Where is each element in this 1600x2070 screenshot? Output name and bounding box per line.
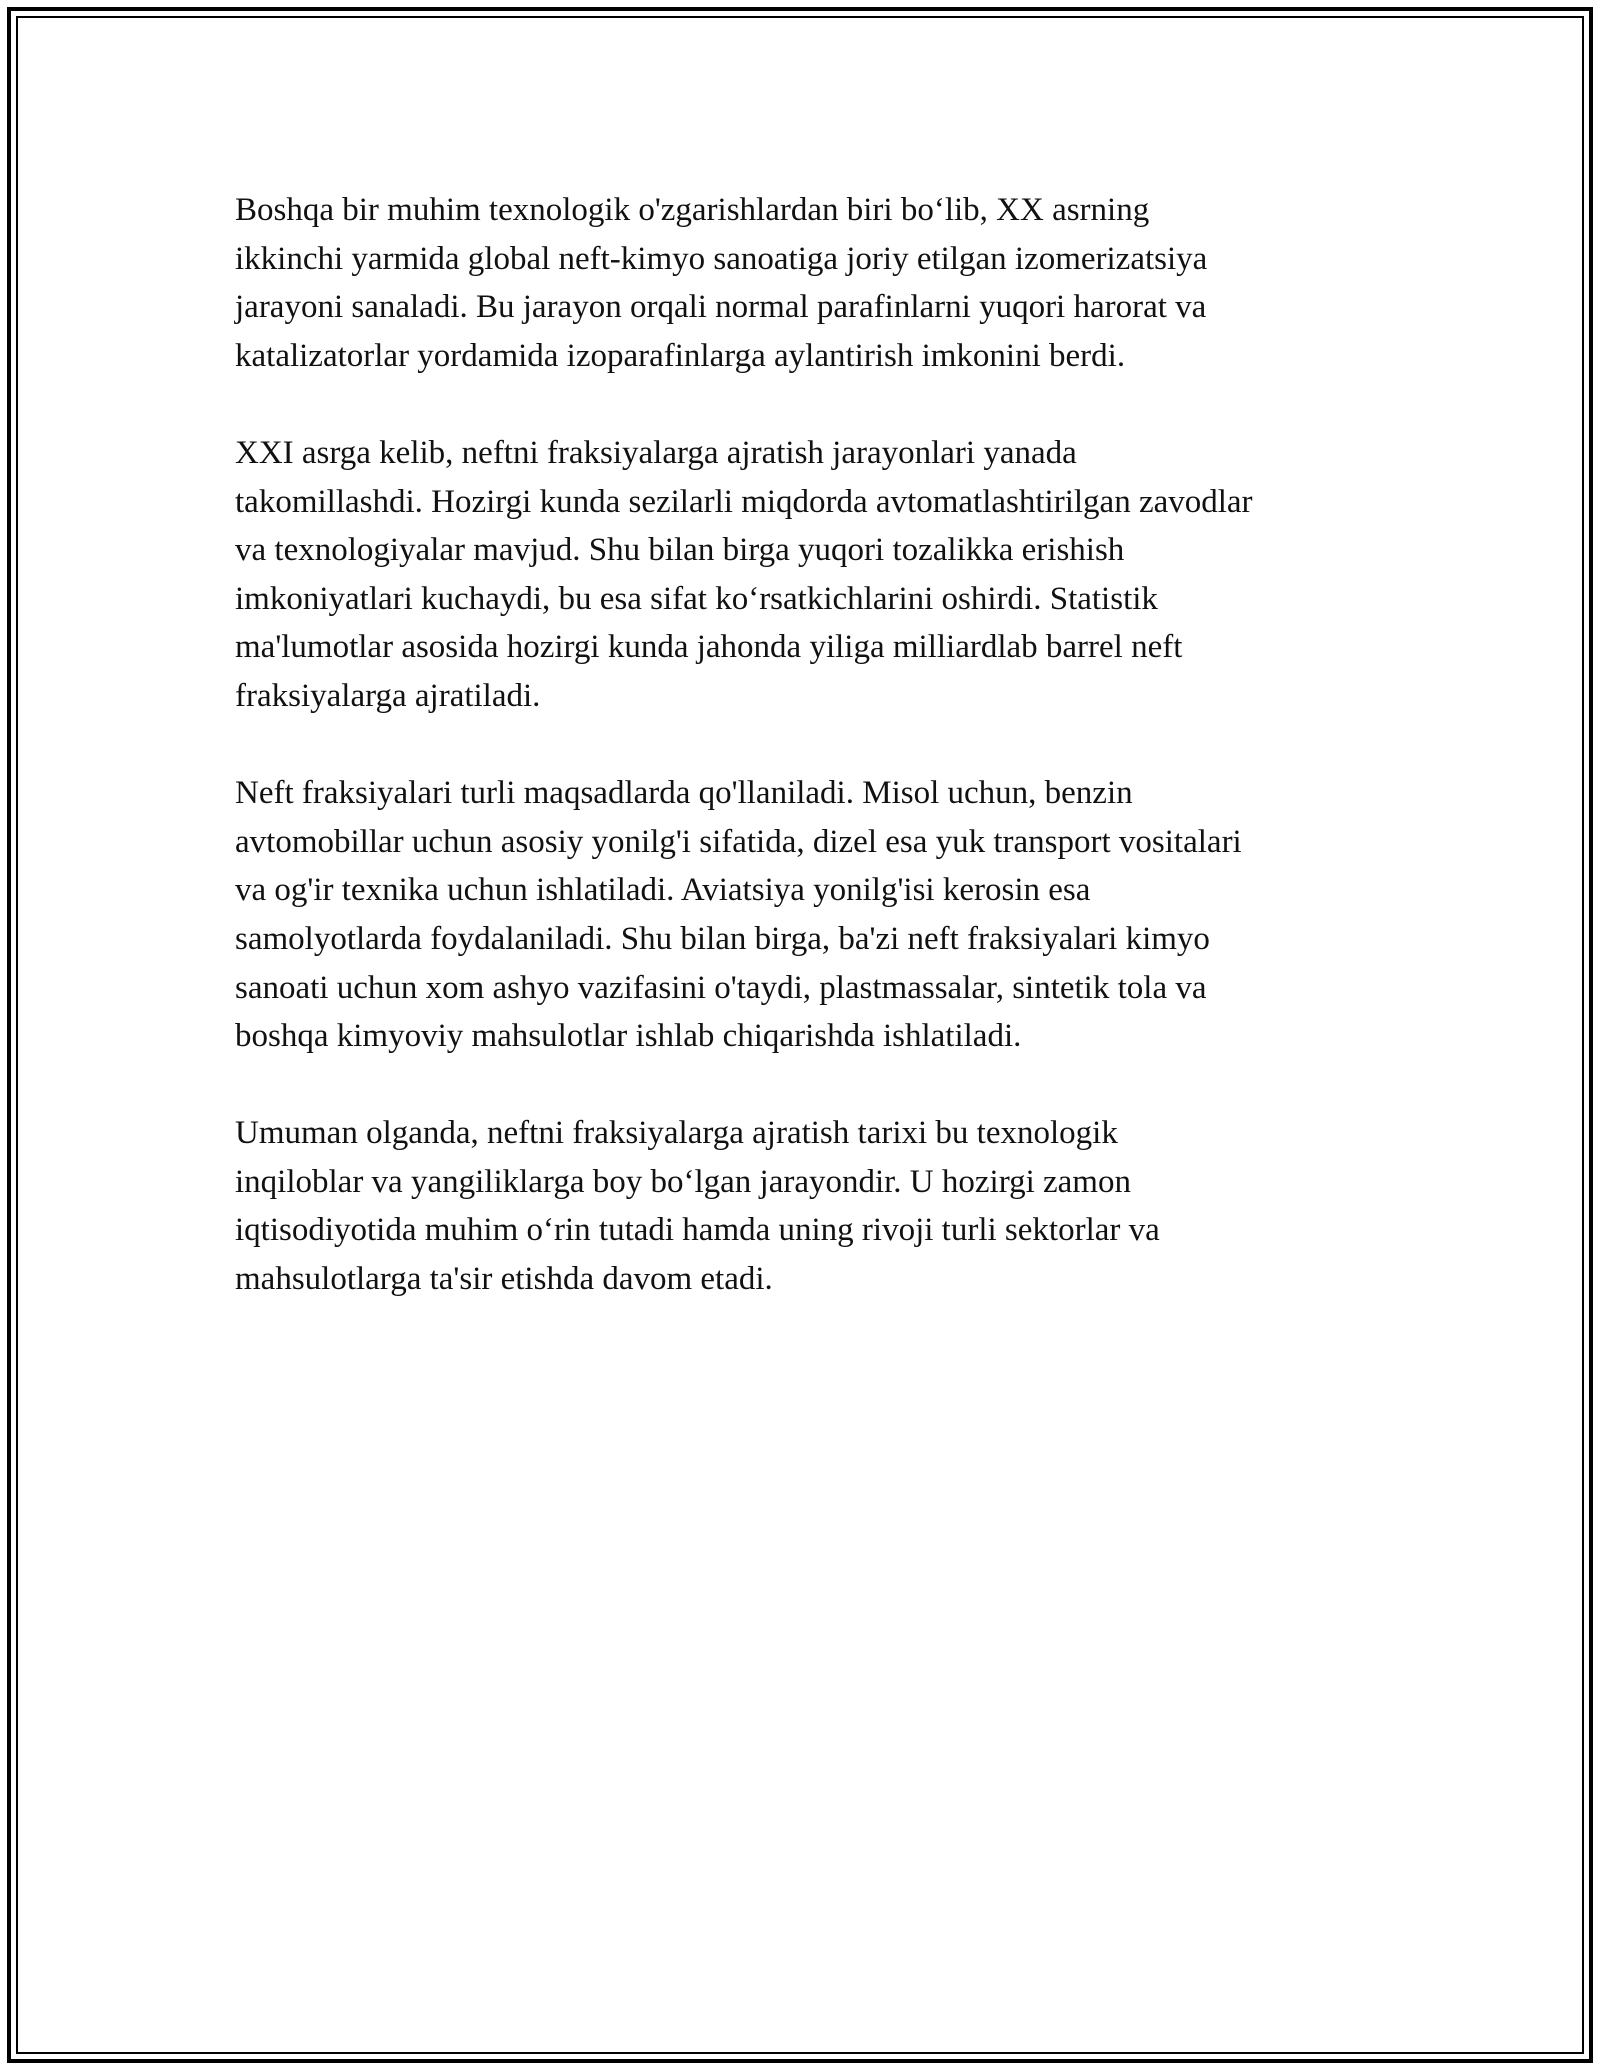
text-line: avtomobillar uchun asosiy yonilg'i sifatida, dizel esa yuk transport vositalari [235,823,1242,860]
text-line: samolyotlarda foydalaniladi. Shu bilan birga, ba'zi neft fraksiyalari kimyo [235,920,1210,957]
text-line: takomillashdi. Hozirgi kunda sezilarli miqdorda avtomatlashtirilgan zavodlar [235,483,1253,520]
text-line: ikkinchi yarmida global neft-kimyo sanoatiga joriy etilgan izomerizatsiya [235,240,1208,277]
text-line: sanoati uchun xom ashyo vazifasini o'taydi, plastmassalar, sintetik tola va [235,969,1207,1006]
text-line: jarayoni sanaladi. Bu jarayon orqali normal parafinlarni yuqori harorat va [235,289,1207,326]
text-line: inqiloblar va yangiliklarga boy bo‘lgan jarayondir. U hozirgi zamon [235,1163,1131,1200]
paragraph-fraction-uses [235,769,1405,1061]
text-line: boshqa kimyoviy mahsulotlar ishlab chiqarishda ishlatiladi. [235,1018,1022,1055]
text-line: Boshqa bir muhim texnologik o'zgarishlardan biri bo‘lib, XX asrning [235,192,1150,228]
text-line: katalizatorlar yordamida izoparafinlarga aylantirish imkonini berdi. [235,337,1126,374]
text-line: Umuman olganda, neftni fraksiyalarga ajratish tarixi bu texnologik [235,1115,1118,1152]
text-line: Neft fraksiyalari turli maqsadlarda qo'llaniladi. Misol uchun, benzin [235,775,1133,812]
text-line: mahsulotlarga ta'sir etishda davom etadi. [235,1261,773,1298]
text-line: va texnologiyalar mavjud. Shu bilan birga yuqori tozalikka erishish [235,532,1125,569]
text-line: ma'lumotlar asosida hozirgi kunda jahonda yiliga milliardlab barrel neft [235,629,1183,666]
text-line: fraksiyalarga ajratiladi. [235,677,541,714]
paragraph-conclusion [235,1109,1405,1303]
document-body [235,186,1405,1352]
text-line: imkoniyatlari kuchaydi, bu esa sifat ko‘rsatkichlarini oshirdi. Statistik [235,580,1158,617]
paragraph-isomerization [235,186,1405,380]
paragraph-xxi-century [235,429,1405,721]
text-line: iqtisodiyotida muhim o‘rin tutadi hamda uning rivoji turli sektorlar va [235,1212,1160,1249]
text-line: XXI asrga kelib, neftni fraksiyalarga ajratish jarayonlari yanada [235,434,1077,471]
text-line: va og'ir texnika uchun ishlatiladi. Aviatsiya yonilg'isi kerosin esa [235,872,1091,909]
